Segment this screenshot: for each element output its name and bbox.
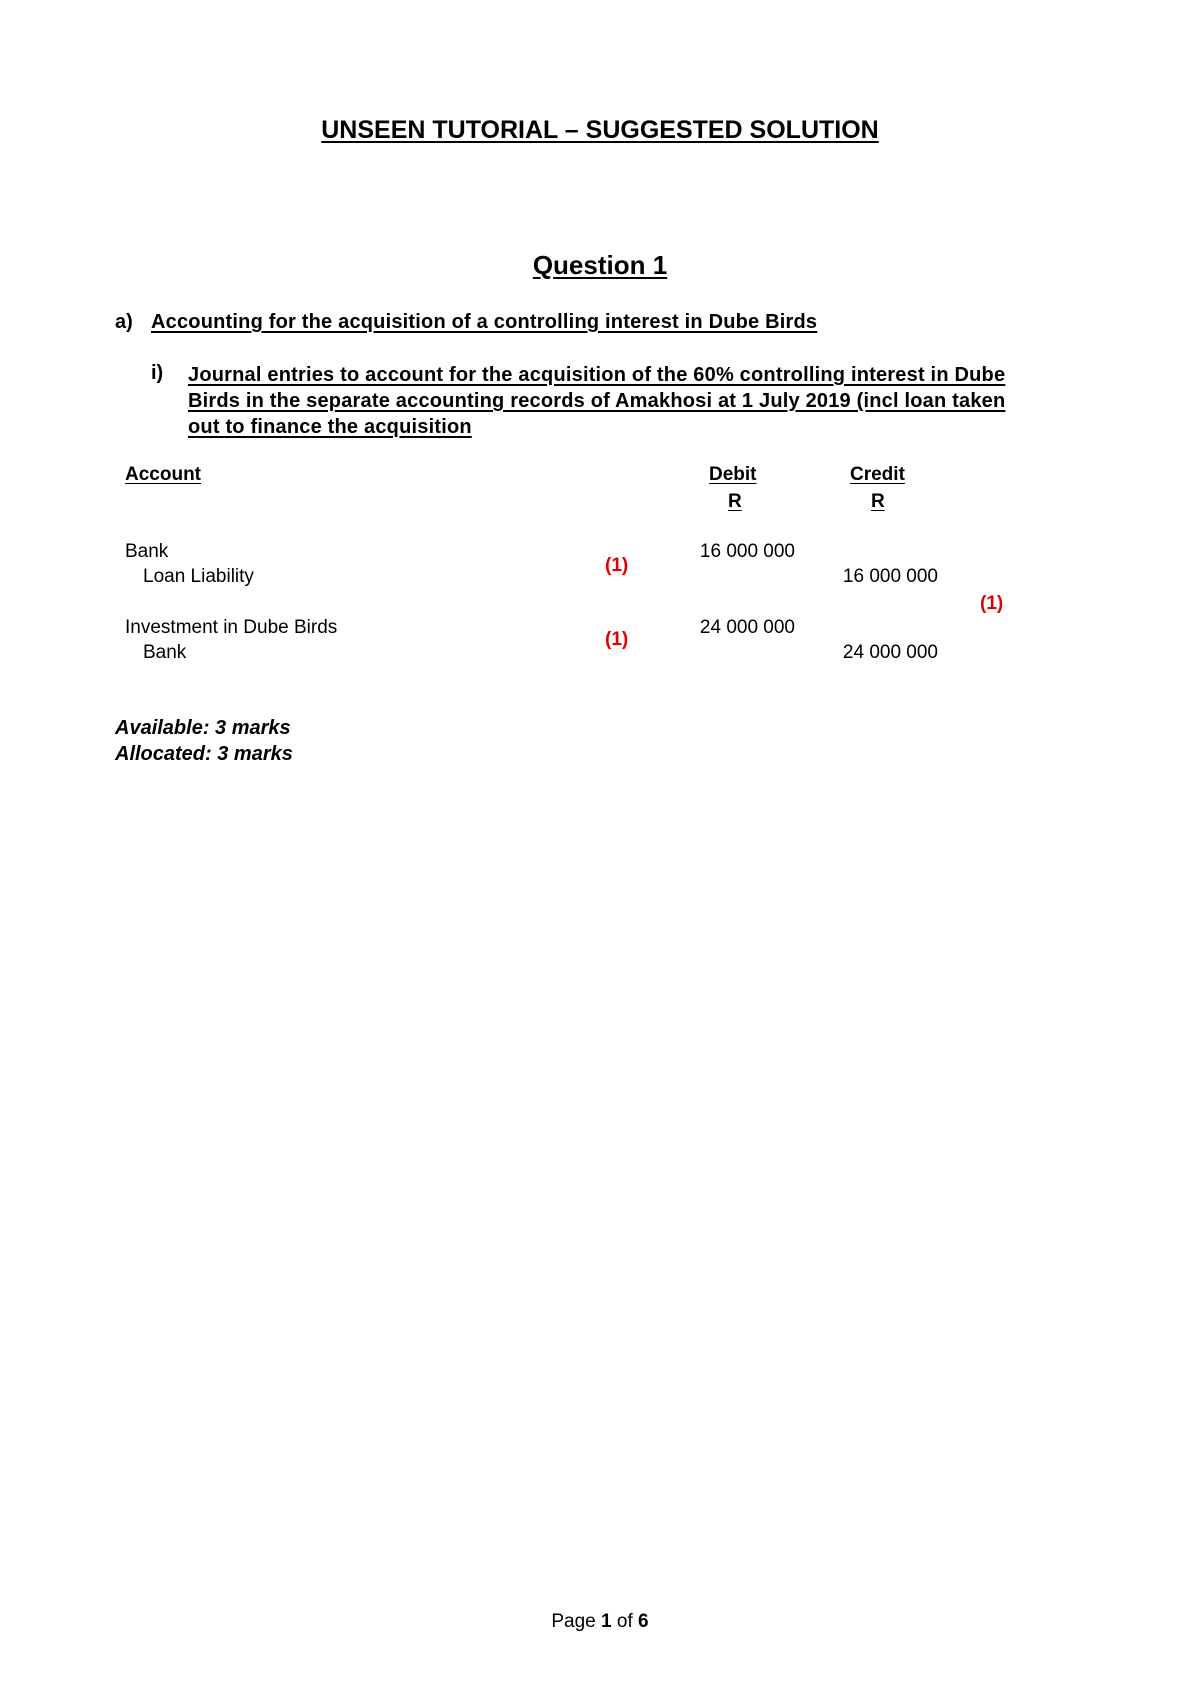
debit-unit-header: R <box>728 491 742 512</box>
credit-unit-header: R <box>871 491 885 512</box>
page-label: Page <box>551 1611 596 1632</box>
section-a-marker: a) <box>115 311 133 333</box>
allocated-marks: Allocated: 3 marks <box>115 743 293 765</box>
debit-account-name: Investment in Dube Birds <box>125 617 338 638</box>
question-heading: Question 1 <box>532 250 668 280</box>
debit-amount: 16 000 000 <box>699 541 795 562</box>
subsection-i-line: Birds in the separate accounting records of Amakhosi at 1 July 2019 (incl loan taken <box>188 390 1006 412</box>
debit-column-header: Debit <box>709 464 757 485</box>
credit-amount: 16 000 000 <box>842 566 938 587</box>
page-number: 1 <box>601 1611 612 1632</box>
total-pages: 6 <box>638 1611 649 1632</box>
page-footer <box>0 1611 1200 1633</box>
debit-account-name: Bank <box>125 541 169 562</box>
of-label: of <box>616 1611 633 1632</box>
document-title: UNSEEN TUTORIAL – SUGGESTED SOLUTION <box>321 116 879 144</box>
mark-allocation: (1) <box>605 629 629 650</box>
credit-amount: 24 000 000 <box>842 642 938 663</box>
debit-amount: 24 000 000 <box>699 617 795 638</box>
subsection-i-marker: i) <box>151 362 164 384</box>
credit-account-name: Bank <box>143 642 187 663</box>
credit-account-name: Loan Liability <box>143 566 254 587</box>
credit-column-header: Credit <box>850 464 905 485</box>
mark-allocation: (1) <box>980 593 1004 614</box>
account-column-header: Account <box>125 464 201 485</box>
subsection-i-text <box>188 362 1088 440</box>
section-a-title: Accounting for the acquisition of a controlling interest in Dube Birds <box>151 311 818 333</box>
subsection-i-line: out to finance the acquisition <box>188 416 472 438</box>
available-marks: Available: 3 marks <box>115 717 291 739</box>
mark-allocation: (1) <box>605 555 629 576</box>
subsection-i-line: Journal entries to account for the acquisition of the 60% controlling interest in Dube <box>188 364 1006 386</box>
